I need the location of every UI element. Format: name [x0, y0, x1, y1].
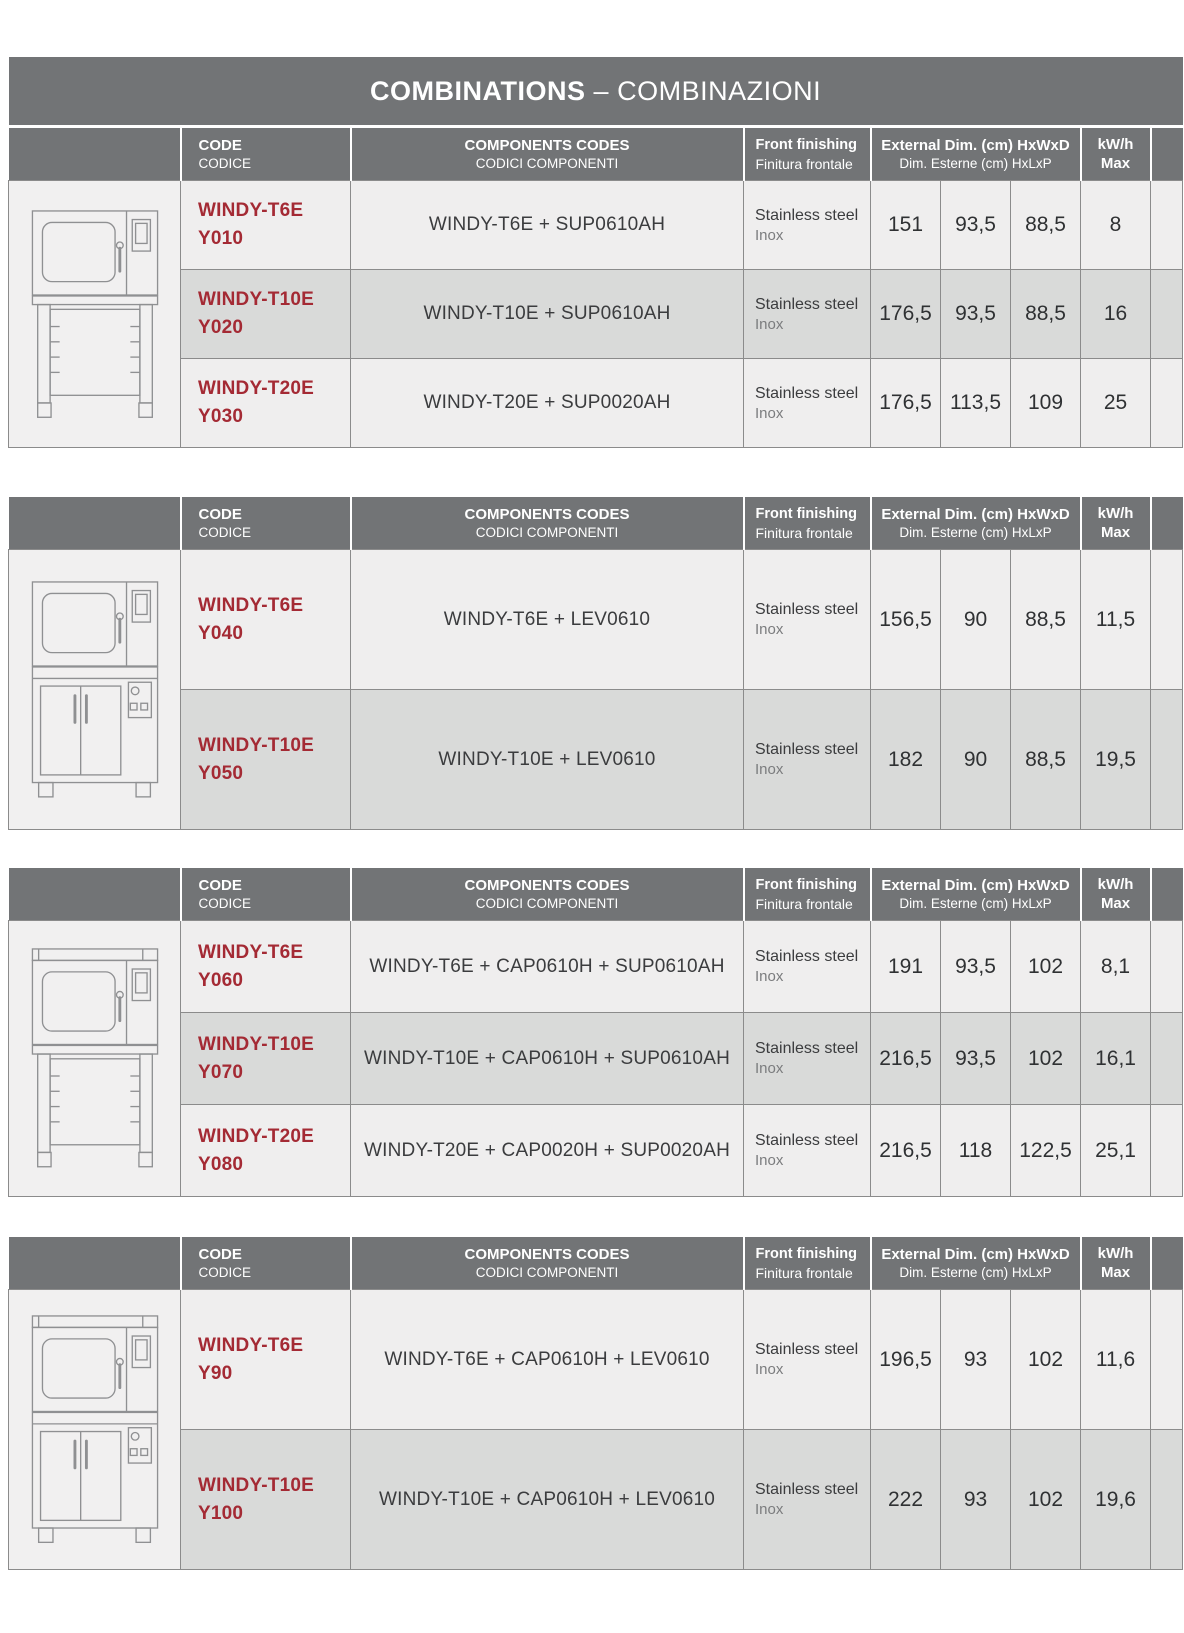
combination-code: Y050 [198, 762, 244, 784]
code-cell [181, 690, 351, 830]
external-dim-column-header: External Dim. (cm) HxWxD Dim. Esterne (cm) HxLxP [871, 497, 1081, 550]
column-header-row [9, 497, 1183, 550]
spare-cell [1151, 270, 1183, 359]
model-name: WINDY-T6E [198, 594, 304, 616]
kwh-column-header: kW/h Max [1081, 868, 1151, 921]
components-cell: WINDY-T6E + CAP0610H + LEV0610 [351, 1290, 744, 1430]
front-finishing-cell: Stainless steel Inox [744, 1290, 871, 1430]
page-title [9, 57, 1183, 127]
dim-w-cell: 90 [941, 690, 1011, 830]
components-cell: WINDY-T6E + LEV0610 [351, 550, 744, 690]
dim-h-cell: 151 [871, 181, 941, 270]
dim-w-cell: 118 [941, 1105, 1011, 1197]
dim-h-cell: 196,5 [871, 1290, 941, 1430]
kwh-column-header: kW/h Max [1081, 1237, 1151, 1290]
components-cell: WINDY-T20E + CAP0020H + SUP0020AH [351, 1105, 744, 1197]
kwh-cell: 11,6 [1081, 1290, 1151, 1430]
code-cell [181, 181, 351, 270]
table-row [9, 1430, 1183, 1570]
dim-d-cell: 102 [1011, 921, 1081, 1013]
spare-column-header [1151, 497, 1183, 550]
model-name: WINDY-T10E [198, 1033, 315, 1055]
spare-column-header [1151, 1237, 1183, 1290]
front-finishing-cell: Stainless steel Inox [744, 921, 871, 1013]
dim-w-cell: 93 [941, 1430, 1011, 1570]
combination-code: Y060 [198, 969, 244, 991]
oven-with-hood-on-leavening-cabinet-illustration [9, 1290, 181, 1570]
dim-w-cell: 93 [941, 1290, 1011, 1430]
spare-cell [1151, 1430, 1183, 1570]
kwh-cell: 19,6 [1081, 1430, 1151, 1570]
kwh-cell: 8,1 [1081, 921, 1151, 1013]
dim-d-cell: 102 [1011, 1013, 1081, 1105]
title-en: COMBINATIONS [370, 75, 586, 106]
spare-cell [1151, 921, 1183, 1013]
front-finishing-cell: Stainless steel Inox [744, 1430, 871, 1570]
front-finishing-column-header: Front finishing Finitura frontale [744, 868, 871, 921]
spare-cell [1151, 1290, 1183, 1430]
dim-d-cell: 122,5 [1011, 1105, 1081, 1197]
table-row [9, 359, 1183, 448]
components-column-header: COMPONENTS CODES CODICI COMPONENTI [351, 497, 744, 550]
illustration-header-cell [9, 497, 181, 550]
table-row [9, 1013, 1183, 1105]
dim-w-cell: 93,5 [941, 921, 1011, 1013]
kwh-cell: 25,1 [1081, 1105, 1151, 1197]
model-name: WINDY-T20E [198, 378, 315, 399]
table-row [9, 921, 1183, 1013]
front-finishing-cell: Stainless steel Inox [744, 270, 871, 359]
components-cell: WINDY-T6E + SUP0610AH [351, 181, 744, 270]
dim-h-cell: 222 [871, 1430, 941, 1570]
dim-w-cell: 93,5 [941, 270, 1011, 359]
dim-h-cell: 216,5 [871, 1105, 941, 1197]
table-row [9, 270, 1183, 359]
combination-code: Y040 [198, 622, 244, 644]
table-row [9, 181, 1183, 270]
dim-d-cell: 102 [1011, 1430, 1081, 1570]
components-column-header: COMPONENTS CODES CODICI COMPONENTI [351, 868, 744, 921]
kwh-cell: 25 [1081, 359, 1151, 448]
dim-h-cell: 216,5 [871, 1013, 941, 1105]
model-name: WINDY-T6E [198, 941, 304, 963]
spare-cell [1151, 359, 1183, 448]
kwh-cell: 16,1 [1081, 1013, 1151, 1105]
external-dim-column-header: External Dim. (cm) HxWxD Dim. Esterne (cm) HxLxP [871, 1237, 1081, 1290]
kwh-column-header: kW/h Max [1081, 497, 1151, 550]
components-cell: WINDY-T20E + SUP0020AH [351, 359, 744, 448]
combination-code: Y020 [198, 317, 244, 338]
front-finishing-cell: Stainless steel Inox [744, 181, 871, 270]
combination-code: Y070 [198, 1061, 244, 1083]
combinations-table-2 [8, 497, 1183, 830]
dim-h-cell: 182 [871, 690, 941, 830]
title-separator: – [593, 75, 610, 106]
model-name: WINDY-T6E [198, 200, 304, 221]
components-cell: WINDY-T10E + CAP0610H + SUP0610AH [351, 1013, 744, 1105]
spare-cell [1151, 1105, 1183, 1197]
code-cell [181, 1430, 351, 1570]
dim-d-cell: 88,5 [1011, 270, 1081, 359]
combination-code: Y080 [198, 1153, 244, 1175]
external-dim-column-header: External Dim. (cm) HxWxD Dim. Esterne (cm) HxLxP [871, 868, 1081, 921]
combinations-table-4 [8, 1237, 1183, 1570]
components-column-header: COMPONENTS CODES CODICI COMPONENTI [351, 127, 744, 181]
model-name: WINDY-T20E [198, 1125, 315, 1147]
page-title-bar [9, 57, 1183, 127]
model-name: WINDY-T10E [198, 1474, 315, 1496]
spare-column-header [1151, 868, 1183, 921]
components-column-header: COMPONENTS CODES CODICI COMPONENTI [351, 1237, 744, 1290]
spare-cell [1151, 550, 1183, 690]
front-finishing-cell: Stainless steel Inox [744, 1105, 871, 1197]
code-cell [181, 359, 351, 448]
column-header-row [9, 1237, 1183, 1290]
combination-code: Y030 [198, 406, 244, 427]
code-column-header: CODE CODICE [181, 497, 351, 550]
front-finishing-column-header: Front finishing Finitura frontale [744, 497, 871, 550]
front-finishing-column-header: Front finishing Finitura frontale [744, 1237, 871, 1290]
components-cell: WINDY-T6E + CAP0610H + SUP0610AH [351, 921, 744, 1013]
model-name: WINDY-T6E [198, 1334, 304, 1356]
model-name: WINDY-T10E [198, 289, 315, 310]
dim-d-cell: 102 [1011, 1290, 1081, 1430]
front-finishing-cell: Stainless steel Inox [744, 690, 871, 830]
dim-d-cell: 88,5 [1011, 690, 1081, 830]
dim-h-cell: 176,5 [871, 359, 941, 448]
kwh-cell: 8 [1081, 181, 1151, 270]
components-cell: WINDY-T10E + SUP0610AH [351, 270, 744, 359]
front-finishing-cell: Stainless steel Inox [744, 1013, 871, 1105]
dim-d-cell: 88,5 [1011, 181, 1081, 270]
combination-code: Y90 [198, 1362, 233, 1384]
combinations-table-3 [8, 868, 1183, 1197]
kwh-cell: 19,5 [1081, 690, 1151, 830]
front-finishing-column-header: Front finishing Finitura frontale [744, 127, 871, 181]
table-row [9, 1290, 1183, 1430]
spare-column-header [1151, 127, 1183, 181]
external-dim-column-header: External Dim. (cm) HxWxD Dim. Esterne (cm) HxLxP [871, 127, 1081, 181]
illustration-header-cell [9, 1237, 181, 1290]
kwh-cell: 16 [1081, 270, 1151, 359]
dim-h-cell: 156,5 [871, 550, 941, 690]
table-row [9, 1105, 1183, 1197]
dim-h-cell: 176,5 [871, 270, 941, 359]
model-name: WINDY-T10E [198, 734, 315, 756]
table-row [9, 550, 1183, 690]
dim-w-cell: 90 [941, 550, 1011, 690]
code-cell [181, 921, 351, 1013]
spare-cell [1151, 690, 1183, 830]
spare-cell [1151, 181, 1183, 270]
oven-on-open-stand-illustration [9, 181, 181, 448]
code-column-header: CODE CODICE [181, 868, 351, 921]
column-header-row [9, 868, 1183, 921]
dim-d-cell: 109 [1011, 359, 1081, 448]
code-cell [181, 550, 351, 690]
code-cell [181, 1105, 351, 1197]
front-finishing-cell: Stainless steel Inox [744, 550, 871, 690]
dim-w-cell: 113,5 [941, 359, 1011, 448]
dim-h-cell: 191 [871, 921, 941, 1013]
table-row [9, 690, 1183, 830]
code-cell [181, 1290, 351, 1430]
code-cell [181, 270, 351, 359]
components-cell: WINDY-T10E + CAP0610H + LEV0610 [351, 1430, 744, 1570]
code-column-header: CODE CODICE [181, 1237, 351, 1290]
components-cell: WINDY-T10E + LEV0610 [351, 690, 744, 830]
dim-w-cell: 93,5 [941, 181, 1011, 270]
illustration-header-cell [9, 127, 181, 181]
code-column-header: CODE CODICE [181, 127, 351, 181]
code-cell [181, 1013, 351, 1105]
dim-w-cell: 93,5 [941, 1013, 1011, 1105]
spare-cell [1151, 1013, 1183, 1105]
combinations-table-1 [8, 57, 1183, 448]
dim-d-cell: 88,5 [1011, 550, 1081, 690]
kwh-cell: 11,5 [1081, 550, 1151, 690]
illustration-header-cell [9, 868, 181, 921]
combination-code: Y010 [198, 228, 244, 249]
kwh-column-header: kW/h Max [1081, 127, 1151, 181]
front-finishing-cell: Stainless steel Inox [744, 359, 871, 448]
oven-with-hood-on-open-stand-illustration [9, 921, 181, 1197]
oven-on-leavening-cabinet-illustration [9, 550, 181, 830]
column-header-row [9, 127, 1183, 181]
title-it: COMBINAZIONI [617, 75, 822, 106]
combination-code: Y100 [198, 1502, 244, 1524]
